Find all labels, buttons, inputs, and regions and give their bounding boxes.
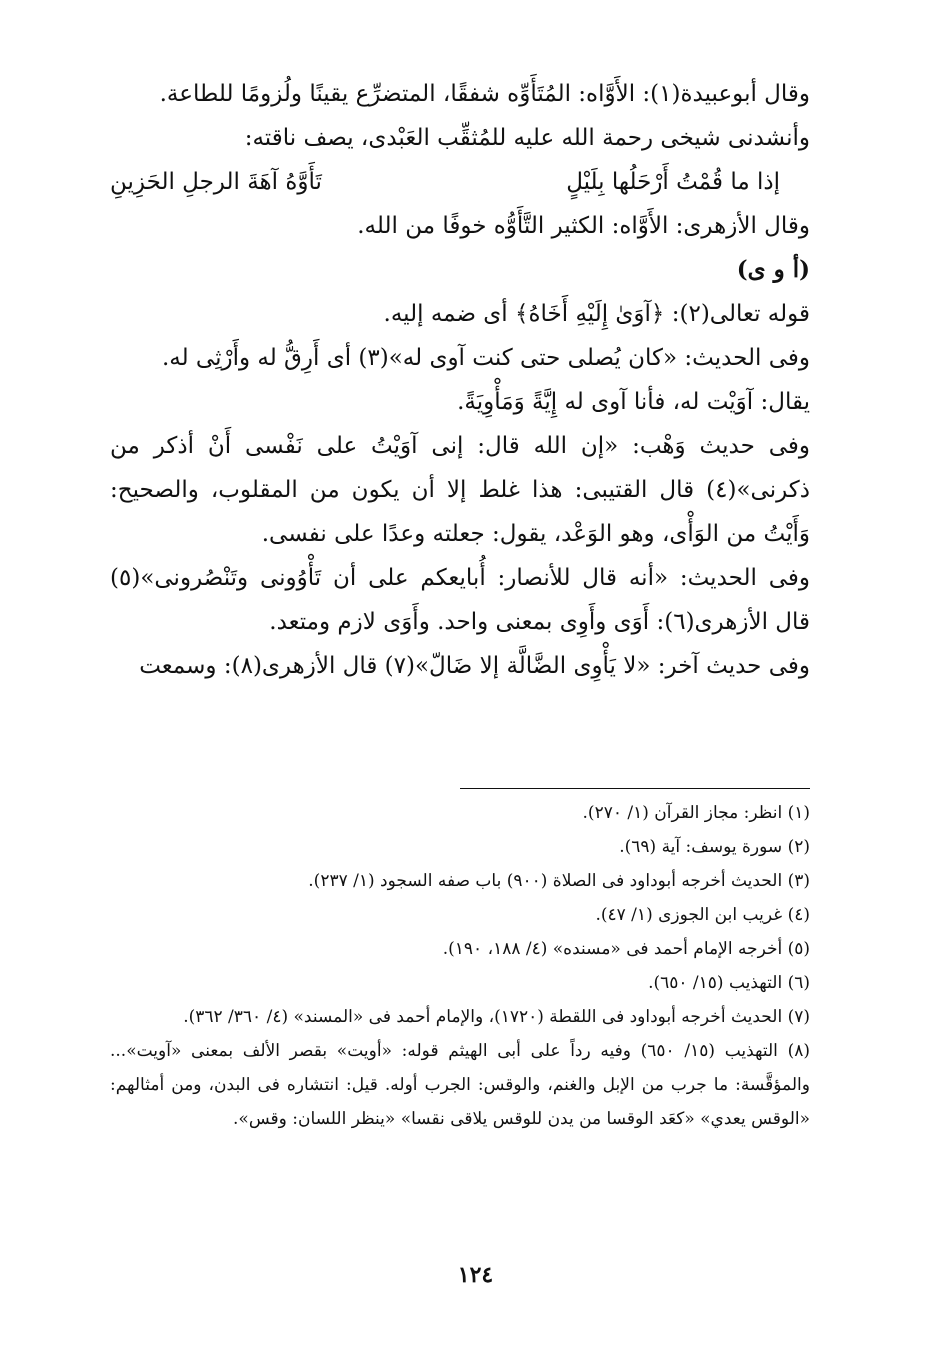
paragraph: يقال: آوَيْت له، فأنا آوى له إِيَّةً وَمَأْوِيَةً. xyxy=(457,389,810,415)
paragraph: وفى حديث وَهْب: «إن الله قال: إنى آوَيْتُ على نَفْسى أَنْ أذكر من ذكرنى»(٤) قال القتيبى: هذا غلط إلا أن يكون من المقلوب، والصحيح: وَأَيْتُ من الوَأْى، وهو الوَعْد، يقول: جعلته وعدًا على نفسى. xyxy=(110,433,810,547)
entry-heading: (أ و ى) xyxy=(736,256,810,283)
paragraph: وفى الحديث: «كان يُصلى حتى كنت آوى له»(٣) أى أَرِقُّ له وأَرْثِى له. xyxy=(161,345,810,371)
footnote: (٢) سورة يوسف: آية (٦٩). xyxy=(619,837,810,857)
verse-second-hemistich: تَأَوَّهُ آهَةَ الرجلِ الحَزِينِ xyxy=(110,169,322,195)
main-text xyxy=(110,72,810,688)
footnote: (١) انظر: مجاز القرآن (١/ ٢٧٠). xyxy=(582,803,810,823)
text-line: وقال أبوعبيدة(١): الأَوَّاه: المُتَأَوِّه شفقًا، المتضرِّع يقينًا ولُزومًا للطاعة. xyxy=(159,81,810,107)
footnote: (٨) التهذيب (١٥/ ٦٥٠) وفيه رداً على أبى الهيثم قوله: «أويت» بقصر الألف بمعنى «آويت»... والمؤقَّسة: ما جرب من الإبل والغنم، والوقس: الجرب أوله. قيل: انتشاره فى البدن، ومن أمثالهم: «الوقس يعدي» «كعَد الوقسا من يدن للوقس يلاقى نقسا» «ينظر اللسان: وقس». xyxy=(110,1041,811,1129)
text-line: وأنشدنى شيخى رحمة الله عليه للمُثقِّب العَبْدى، يصف ناقته: xyxy=(244,125,810,151)
footnote-separator xyxy=(460,788,810,789)
paragraph: قوله تعالى(٢): ﴿آوَىٰ إِلَيْهِ أَخَاهُ﴾ أى ضمه إليه. xyxy=(383,301,810,327)
footnotes xyxy=(110,796,810,1136)
footnote: (٧) الحديث أخرجه أبوداود فى اللقطة (١٧٢٠)، والإمام أحمد فى «المسند» (٤/ ٣٦٠/ ٣٦٢). xyxy=(183,1007,810,1027)
footnote: (٦) التهذيب (١٥/ ٦٥٠). xyxy=(648,973,810,993)
page-number: ١٢٤ xyxy=(457,1262,494,1288)
poetry-verse xyxy=(110,160,810,204)
verse-first-hemistich: إذا ما قُمْتُ أَرْحَلُها بِلَيْلٍ xyxy=(566,169,780,195)
footnote: (٥) أخرجه الإمام أحمد فى «مسنده» (٤/ ١٨٨، ١٩٠). xyxy=(442,939,810,959)
paragraph: وفى الحديث: «أنه قال للأنصار: أُبايعكم على أن تَأْوُونى وتَنْصُرونى»(٥) قال الأزهرى(٦): أَوَى وأَوِى بمعنى واحد. وأَوَى لازم ومتعد. xyxy=(110,565,810,635)
footnote: (٣) الحديث أخرجه أبوداود فى الصلاة (٩٠٠) باب صفه السجود (١/ ٢٣٧). xyxy=(308,871,810,891)
footnote: (٤) غريب ابن الجوزى (١/ ٤٧). xyxy=(595,905,810,925)
text-line: وقال الأزهرى: الأَوَّاه: الكثير التَّأَوُّه خوفًا من الله. xyxy=(357,213,810,239)
paragraph: وفى حديث آخر: «لا يَأْوِى الضَّالَّة إلا ضَالّ»(٧) قال الأزهرى(٨): وسمعت xyxy=(139,653,810,679)
